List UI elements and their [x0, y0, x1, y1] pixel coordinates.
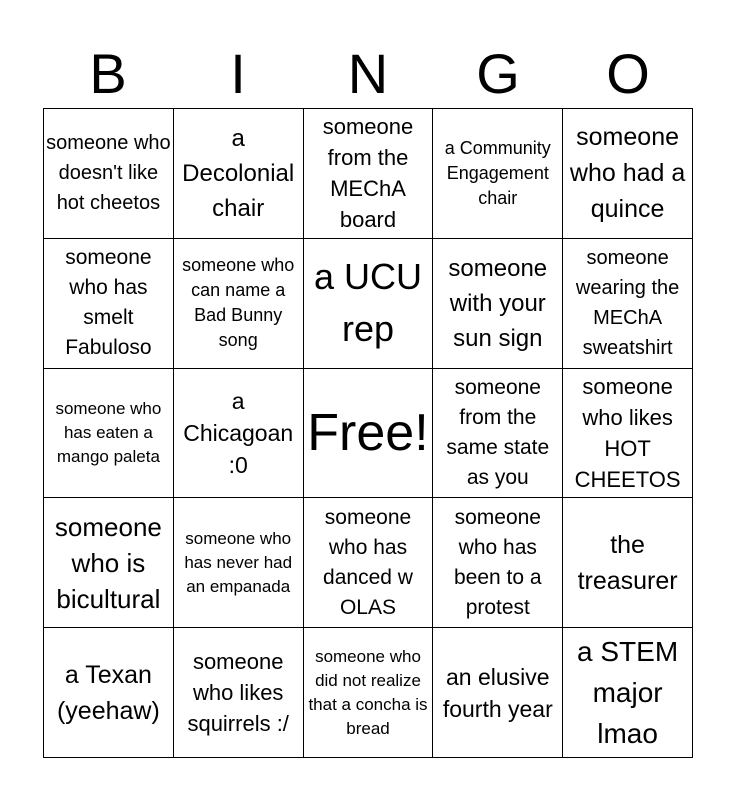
bingo-cell-r2-c4[interactable]	[433, 239, 563, 369]
bingo-cell-r4-c1[interactable]	[44, 498, 174, 628]
cell-text: someone who can name a Bad Bunny song	[182, 255, 295, 351]
bingo-cell-r3-c4[interactable]	[433, 369, 563, 499]
cell-text: someone who did not realize that a concha is bread	[308, 646, 428, 738]
bingo-cell-r5-c4[interactable]	[433, 628, 563, 758]
bingo-header	[43, 40, 693, 108]
bingo-cell-r5-c2[interactable]	[174, 628, 304, 758]
bingo-cell-r1-c2[interactable]	[174, 109, 304, 239]
free-space-text: Free!	[307, 403, 429, 462]
bingo-card	[43, 108, 693, 758]
cell-text: someone from the same state as you	[446, 375, 550, 489]
bingo-cell-r4-c5[interactable]	[563, 498, 693, 628]
header-letter-n: N	[347, 42, 389, 105]
cell-text: someone who has eaten a mango paleta	[55, 398, 162, 466]
bingo-cell-r2-c1[interactable]	[44, 239, 174, 369]
cell-text: someone with your sun sign	[448, 254, 548, 352]
bingo-cell-r1-c5[interactable]	[563, 109, 693, 239]
cell-text: the treasurer	[577, 530, 678, 595]
header-letter-g: G	[476, 42, 520, 105]
cell-text: someone who likes squirrels :/	[187, 649, 289, 737]
free-space-cell[interactable]	[304, 369, 434, 499]
cell-text: someone who had a quince	[569, 123, 686, 224]
cell-text: someone who has smelt Fabuloso	[65, 246, 152, 360]
cell-text: an elusive fourth year	[442, 663, 553, 722]
cell-text: a Texan (yeehaw)	[56, 660, 160, 725]
bingo-cell-r1-c1[interactable]	[44, 109, 174, 239]
bingo-cell-r4-c2[interactable]	[174, 498, 304, 628]
cell-text: someone who is bicultural	[54, 511, 162, 614]
bingo-cell-r4-c3[interactable]	[304, 498, 434, 628]
cell-text: someone from the MEChA board	[322, 114, 414, 233]
bingo-cell-r2-c5[interactable]	[563, 239, 693, 369]
cell-text: someone who has never had an empanada	[184, 528, 293, 596]
cell-text: a UCU rep	[313, 256, 422, 350]
cell-text: someone who doesn't like hot cheetos	[46, 132, 171, 215]
bingo-cell-r3-c2[interactable]	[174, 369, 304, 499]
cell-text: someone wearing the MEChA sweatshirt	[575, 247, 680, 360]
bingo-cell-r2-c3[interactable]	[304, 239, 434, 369]
header-letter-b: B	[89, 42, 127, 105]
bingo-cell-r3-c1[interactable]	[44, 369, 174, 499]
cell-text: a Community Engagement chair	[444, 137, 551, 208]
header-letter-i: I	[230, 42, 246, 105]
header-letter-o: O	[606, 42, 650, 105]
bingo-cell-r1-c4[interactable]	[433, 109, 563, 239]
bingo-cell-r5-c3[interactable]	[304, 628, 434, 758]
cell-text: a Decolonial chair	[182, 124, 295, 222]
cell-text: a Chicagoan :0	[183, 387, 294, 478]
bingo-cell-r5-c5[interactable]	[563, 628, 693, 758]
bingo-cell-r4-c4[interactable]	[433, 498, 563, 628]
cell-text: a STEM major lmao	[577, 636, 679, 750]
bingo-cell-r3-c5[interactable]	[563, 369, 693, 499]
bingo-cell-r5-c1[interactable]	[44, 628, 174, 758]
bingo-cell-r1-c3[interactable]	[304, 109, 434, 239]
bingo-cell-r2-c2[interactable]	[174, 239, 304, 369]
cell-text: someone who has been to a protest	[453, 505, 542, 619]
cell-text: someone who has danced w OLAS	[323, 505, 413, 619]
cell-text: someone who likes HOT CHEETOS	[574, 373, 681, 492]
